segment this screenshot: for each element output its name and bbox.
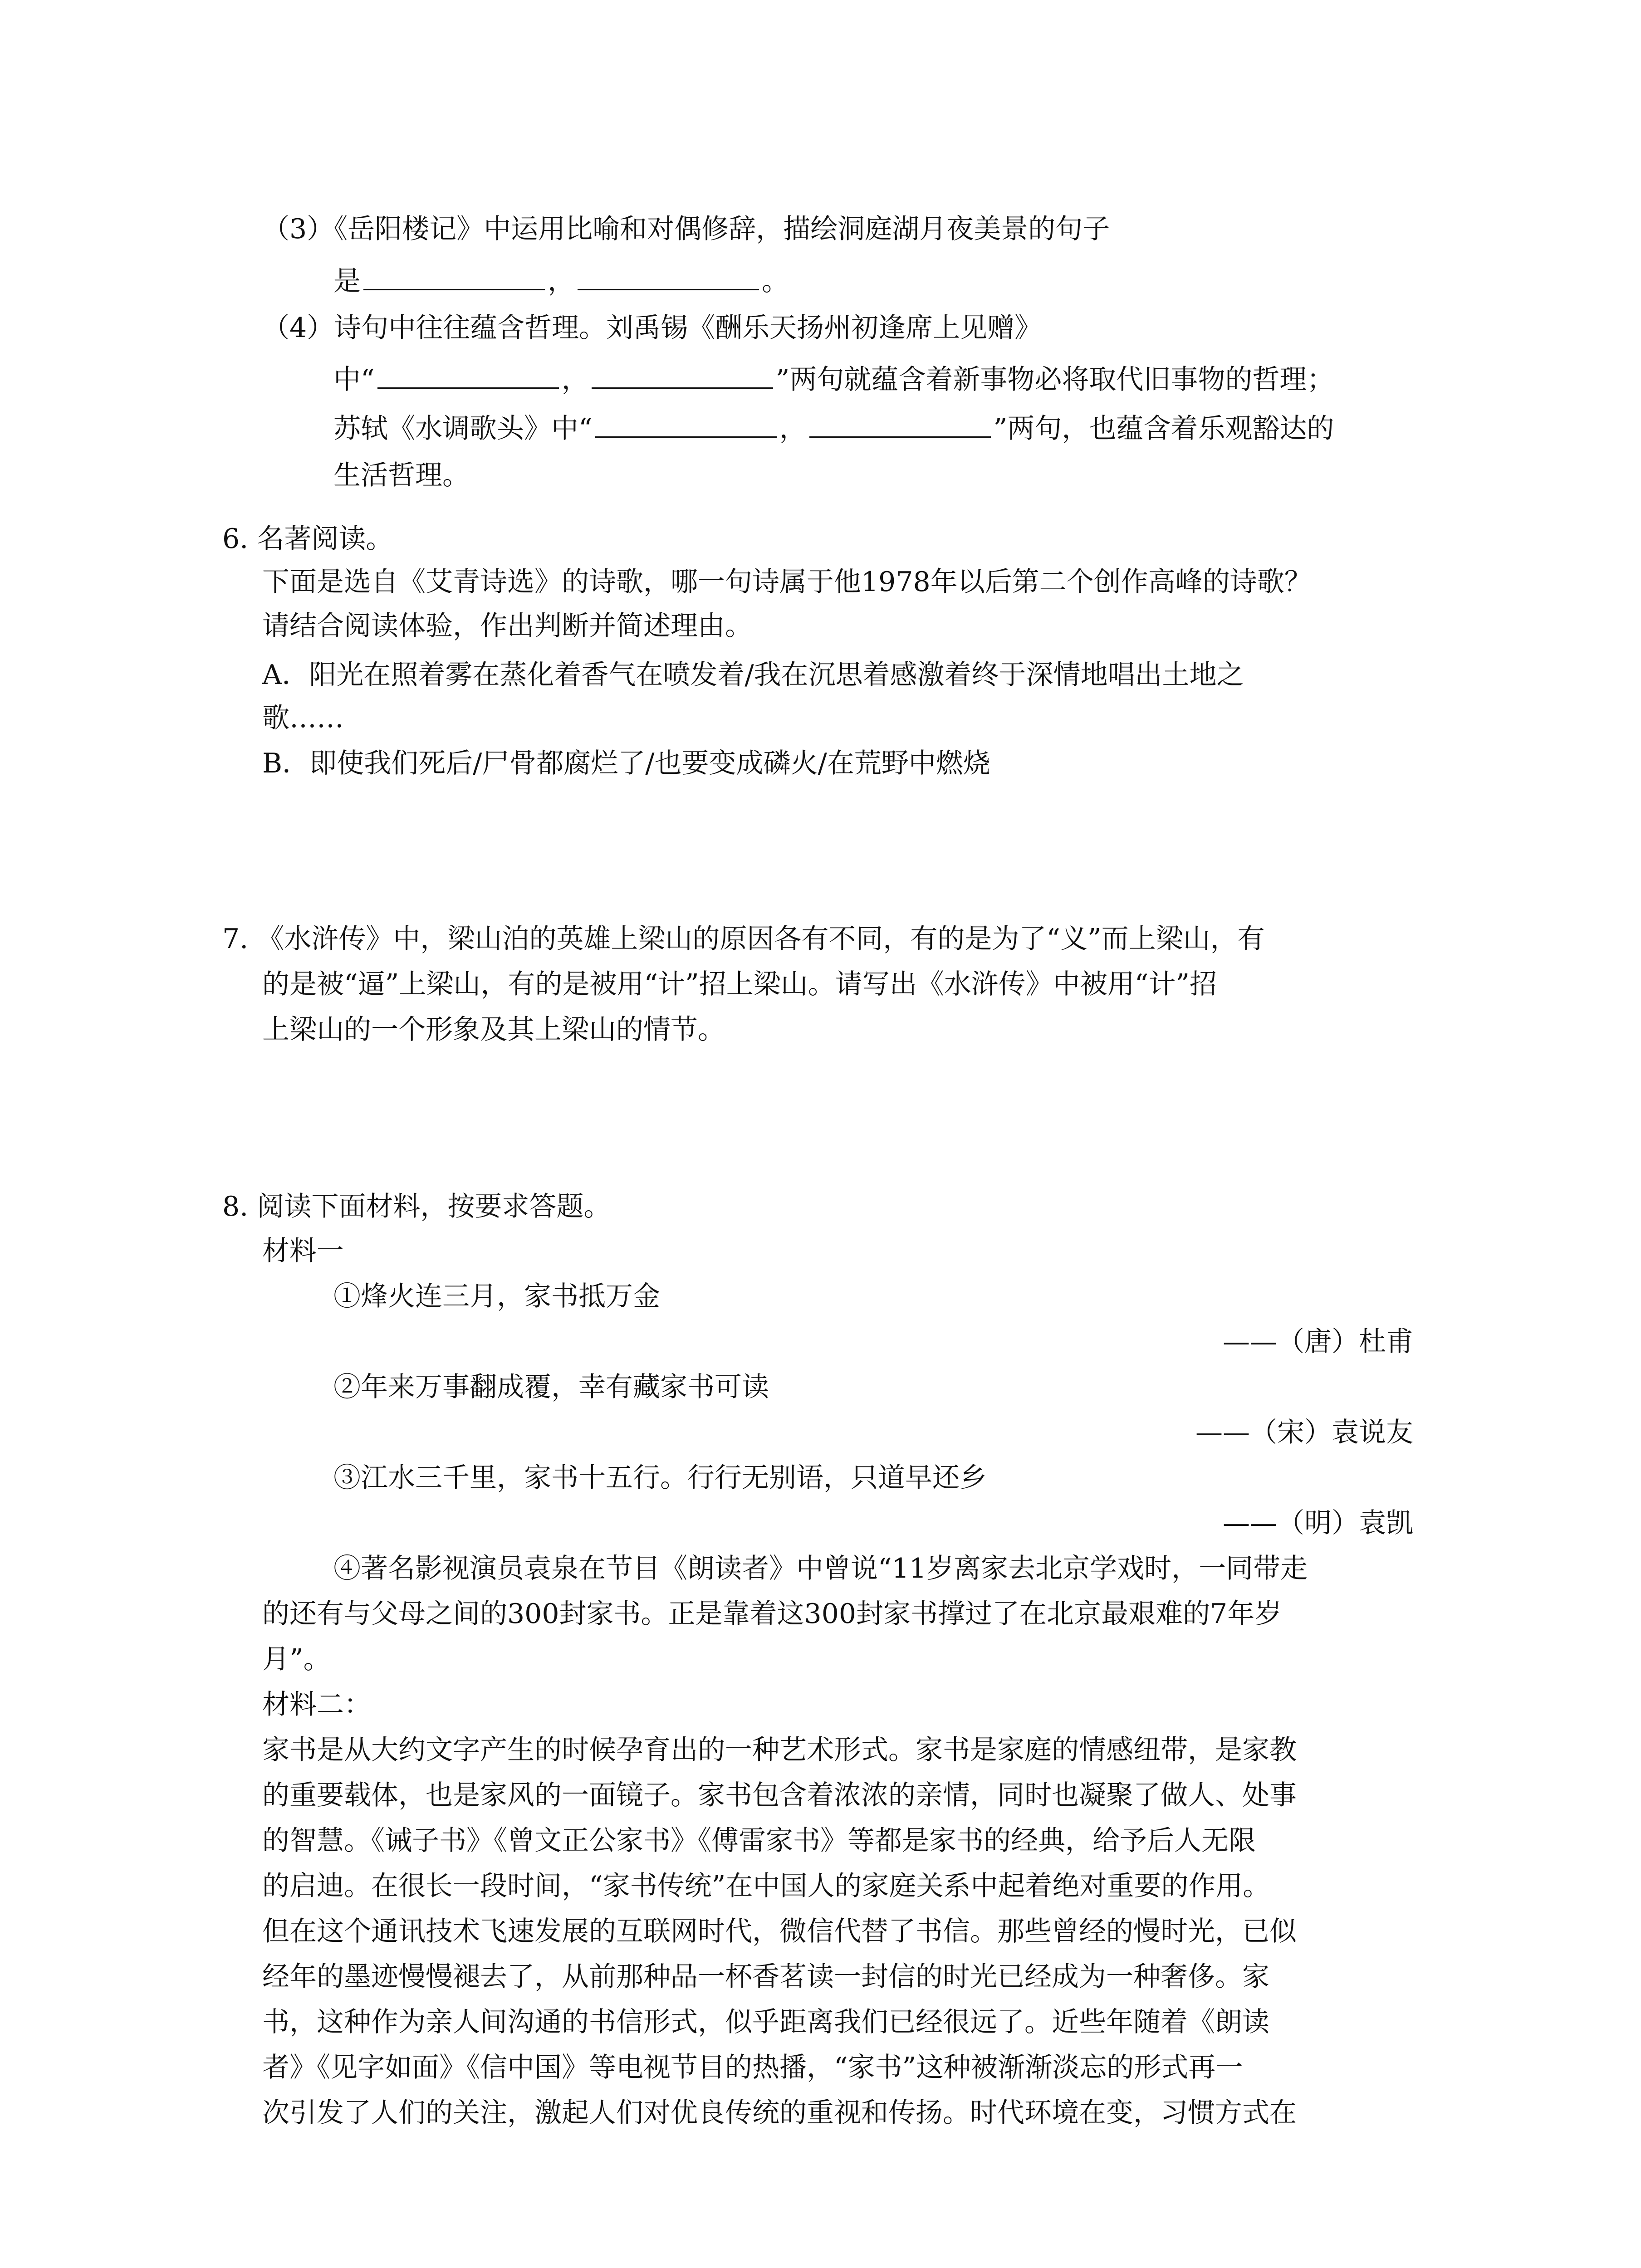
material-one-item1-source: ——（唐）杜甫 [1223,1326,1413,1358]
comma: ， [779,413,807,445]
material-two-line: 的智慧。《诫子书》《曾文正公家书》《傅雷家书》等都是家书的经典，给予后人无限 [262,1825,1256,1857]
answer-blank[interactable] [592,359,773,389]
q6-title: 6. 名著阅读。 [222,523,393,555]
material-two-line: 书，这种作为亲人间沟通的书信形式，似乎距离我们已经很远了。近些年随着《朗读 [262,2006,1269,2038]
comma: ， [548,265,575,297]
q5-part4-line2-tail: ”两句就蕴含着新事物必将取代旧事物的哲理； [775,364,1334,396]
material-two-title: 材料二： [262,1689,371,1721]
material-two-line: 经年的墨迹慢慢褪去了，从前那种品一杯香茗读一封信的时光已经成为一种奢侈。家 [262,1961,1269,1993]
material-one-item4-line3: 月”。 [262,1643,331,1675]
q7-line1: 7. 《水浒传》中，梁山泊的英雄上梁山的原因各有不同，有的是为了“义”而上梁山，有 [222,923,1265,955]
q6-option-b: B．即使我们死后/尸骨都腐烂了/也要变成磷火/在荒野中燃烧 [262,748,990,779]
answer-blank[interactable] [363,261,545,290]
q5-part3-prefix: 是 [333,265,361,297]
q5-part4-line4: 生活哲理。 [333,459,470,491]
material-one-item2-source: ——（宋）袁说友 [1195,1417,1413,1448]
q7-line2: 的是被“逼”上梁山，有的是被用“计”招上梁山。请写出《水浒传》中被用“计”招 [262,968,1217,1000]
material-two-line: 家书是从大约文字产生的时候孕育出的一种艺术形式。家书是家庭的情感纽带，是家教 [262,1734,1297,1766]
q6-line2: 请结合阅读体验，作出判断并简述理由。 [262,610,752,642]
material-two-line: 次引发了人们的关注，激起人们对优良传统的重视和传扬。时代环境在变，习惯方式在 [262,2097,1297,2129]
q6-line1: 下面是选自《艾青诗选》的诗歌，哪一句诗属于他1978年以后第二个创作高峰的诗歌？ [262,566,1312,598]
q5-part4-line1: （4）诗句中往往蕴含哲理。刘禹锡《酬乐天扬州初逢席上见赠》 [262,312,1042,344]
q5-part4-line3 [333,408,1334,447]
q8-title: 8. 阅读下面材料，按要求答题。 [222,1191,611,1222]
comma: ， [561,364,589,396]
answer-blank[interactable] [377,359,559,389]
material-one-item1: ①烽火连三月，家书抵万金 [333,1281,660,1312]
q5-part4-line2 [333,359,1334,398]
material-two-line: 的启迪。在很长一段时间，“家书传统”在中国人的家庭关系中起着绝对重要的作用。 [262,1870,1270,1902]
q5-part3-line2 [333,261,789,299]
q6-option-a-line1: A．阳光在照着雾在蒸化着香气在喷发着/我在沉思着感激着终于深情地唱出土地之 [262,659,1244,691]
q5-part4-line3-tail: ”两句，也蕴含着乐观豁达的 [993,413,1334,445]
material-one-item4-line1: ④著名影视演员袁泉在节目《朗读者》中曾说“11岁离家去北京学戏时，一同带走 [333,1553,1308,1584]
material-one-item4-line2: 的还有与父母之间的300封家书。正是靠着这300封家书撑过了在北京最艰难的7年岁 [262,1598,1282,1630]
material-two-line: 但在这个通讯技术飞速发展的互联网时代，微信代替了书信。那些曾经的慢时光，已似 [262,1916,1297,1947]
quote-open: 中“ [333,364,375,396]
q5-part4-line3-head: 苏轼《水调歌头》中“ [333,413,593,445]
material-two-line: 的重要载体，也是家风的一面镜子。家书包含着浓浓的亲情，同时也凝聚了做人、处事 [262,1779,1297,1811]
material-one-title: 材料一 [262,1235,344,1267]
q6-option-a-line2: 歌…… [262,702,344,734]
answer-blank[interactable] [809,408,991,438]
material-one-item3-source: ——（明）袁凯 [1223,1507,1413,1539]
material-one-item2: ②年来万事翻成覆，幸有藏家书可读 [333,1371,769,1403]
material-two-line: 者》《见字如面》《信中国》等电视节目的热播，“家书”这种被渐渐淡忘的形式再一 [262,2052,1243,2083]
answer-blank[interactable] [595,408,777,438]
q5-part3-line1: （3）《岳阳楼记》中运用比喻和对偶修辞，描绘洞庭湖月夜美景的句子 [262,213,1110,245]
period: 。 [762,265,789,297]
answer-blank[interactable] [578,261,759,290]
q7-line3: 上梁山的一个形象及其上梁山的情节。 [262,1014,725,1046]
material-one-item3: ③江水三千里，家书十五行。行行无别语，只道早还乡 [333,1462,987,1494]
